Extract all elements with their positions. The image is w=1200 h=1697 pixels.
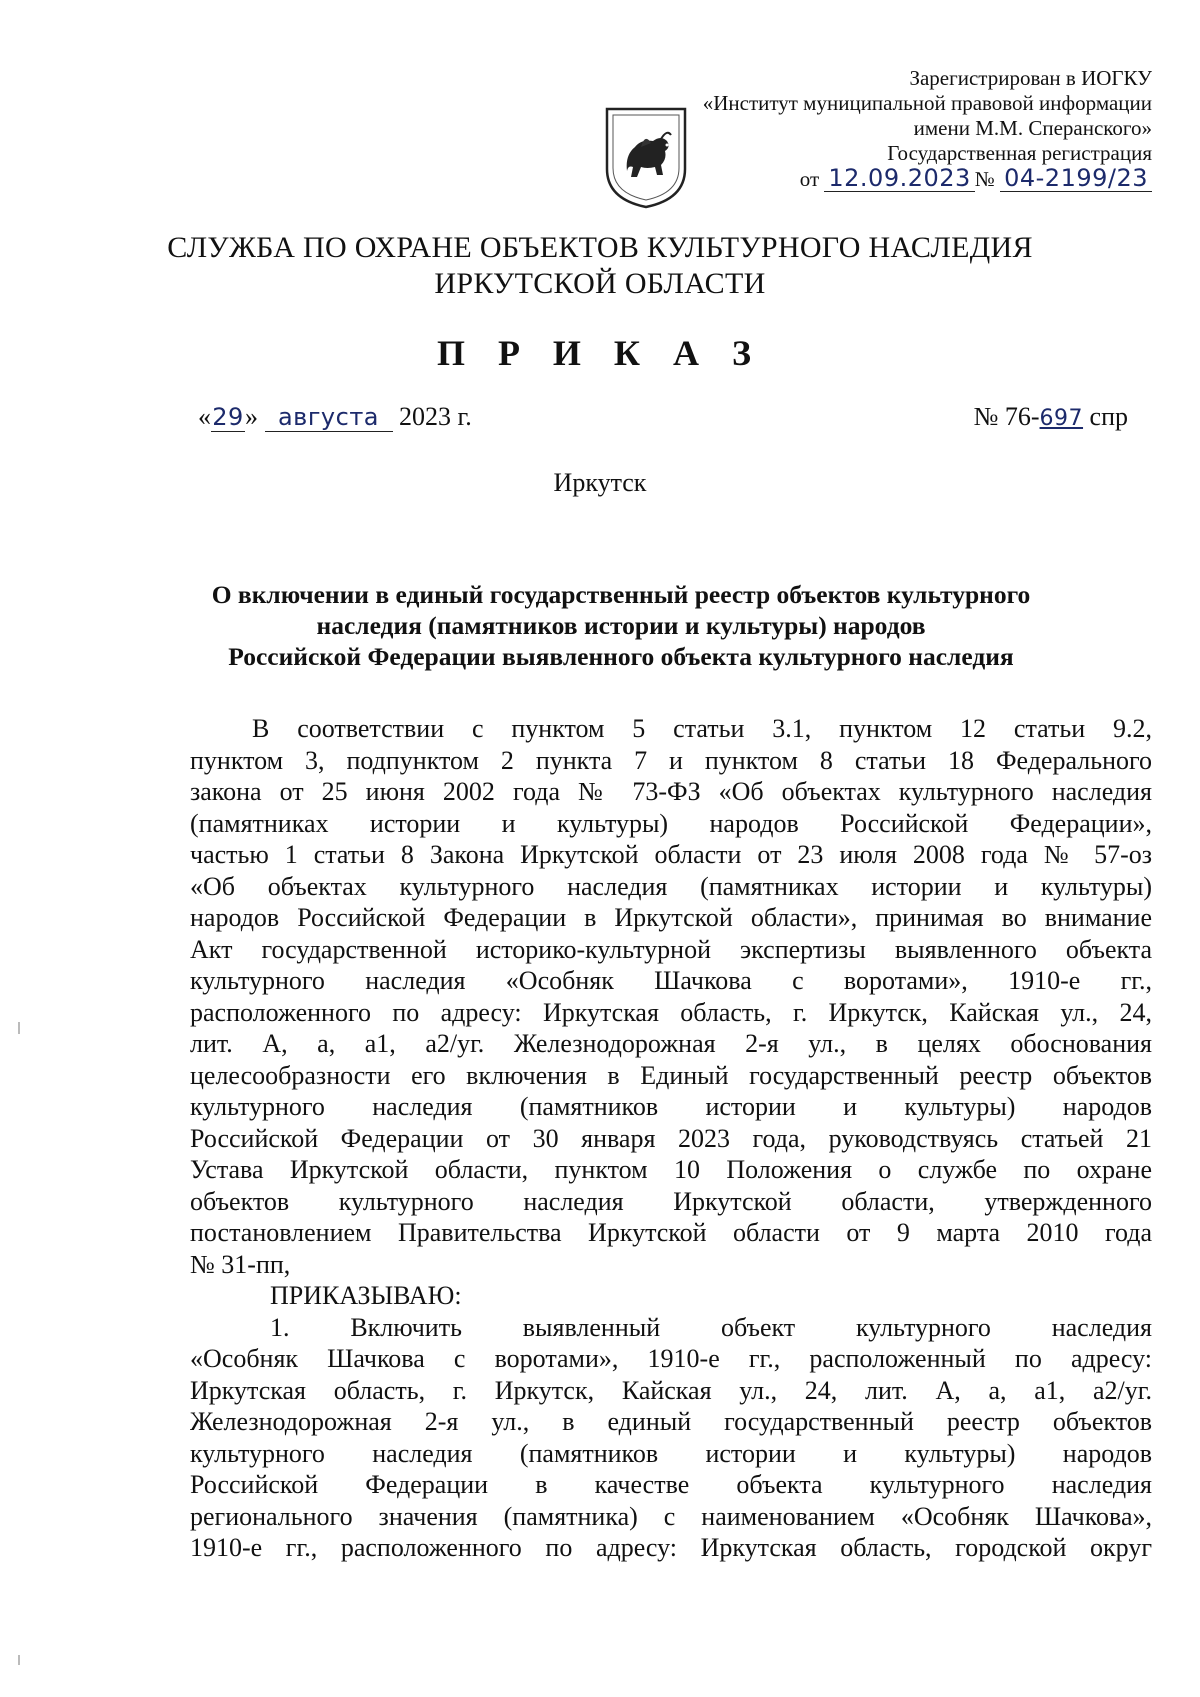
body-line: пунктом 3, подпунктом 2 пункта 7 и пунктом 8 статьи 18 Федерального xyxy=(190,745,1152,775)
registration-line-4: Государственная регистрация xyxy=(887,141,1152,165)
order-number-handwritten: 697 xyxy=(1039,406,1084,431)
body-line: № 31-пп, xyxy=(190,1249,291,1279)
date-open-quote: « xyxy=(198,402,211,431)
body-line: расположенного по адресу: Иркутская область, г. Иркутск, Кайская ул., 24, xyxy=(190,997,1152,1027)
registration-date-number xyxy=(632,166,1152,192)
registration-number-label: № xyxy=(974,167,995,191)
body-line: Устава Иркутской области, пунктом 10 Положения о службе по охране xyxy=(190,1155,1152,1184)
agency-name-line-2: ИРКУТСКОЙ ОБЛАСТИ xyxy=(434,267,766,300)
subject-line-1: О включении в единый государственный реестр объектов культурного xyxy=(211,580,1031,609)
body-line: целесообразности его включения в Единый государственный реестр объектов xyxy=(190,1060,1152,1090)
agency-name xyxy=(0,230,1200,302)
order-date xyxy=(198,402,472,432)
body-line: (памятниках истории и культуры) народов Российской Федерации», xyxy=(190,808,1152,838)
registration-date: 12.09.2023 xyxy=(824,166,974,192)
order-year: 2023 г. xyxy=(399,402,472,431)
date-close-quote: » xyxy=(245,402,258,431)
order-month: августа xyxy=(265,403,393,432)
order-number xyxy=(974,402,1128,432)
body-line: закона от 25 июня 2002 года № 73-ФЗ «Об объектах культурного наследия xyxy=(190,777,1152,806)
registration-line-3: имени М.М. Сперанского» xyxy=(913,116,1152,140)
order-number-prefix: № 76- xyxy=(973,402,1040,431)
order-body xyxy=(190,713,1152,1564)
registration-line-1: Зарегистрирован в ИОГКУ xyxy=(909,66,1152,90)
subject-line-3: Российской Федерации выявленного объекта культурного наследия xyxy=(228,642,1014,671)
body-line: народов Российской Федерации в Иркутской области», принимая во внимание xyxy=(190,903,1152,932)
body-line: Акт государственной историко-культурной экспертизы выявленного объекта xyxy=(190,934,1152,964)
body-line: культурного наследия «Особняк Шачкова с воротами», 1910-е гг., xyxy=(190,966,1152,995)
registration-stamp xyxy=(632,66,1152,192)
body-line: лит. А, а, а1, а2/уг. Железнодорожная 2-я ул., в целях обоснования xyxy=(190,1029,1152,1058)
scan-margin-mark xyxy=(18,1022,20,1034)
body-line: 1910-е гг., расположенного по адресу: Иркутская область, городской округ xyxy=(190,1533,1152,1562)
body-line: регионального значения (памятника) с наименованием «Особняк Шачкова», xyxy=(190,1501,1152,1531)
body-line: Российской Федерации от 30 января 2023 года, руководствуясь статьей 21 xyxy=(190,1123,1152,1153)
agency-name-line-1: СЛУЖБА ПО ОХРАНЕ ОБЪЕКТОВ КУЛЬТУРНОГО НАСЛЕДИЯ xyxy=(167,231,1033,264)
body-line: Железнодорожная 2-я ул., в единый государственный реестр объектов xyxy=(190,1407,1152,1436)
order-day: 29 xyxy=(212,403,244,431)
body-line: Иркутская область, г. Иркутск, Кайская ул., 24, лит. А, а, а1, а2/уг. xyxy=(190,1375,1152,1405)
registration-from-label: от xyxy=(799,167,820,191)
body-line: «Особняк Шачкова с воротами», 1910-е гг., расположенный по адресу: xyxy=(190,1344,1152,1373)
body-line: культурного наследия (памятников истории и культуры) народов xyxy=(190,1092,1152,1121)
scan-margin-mark xyxy=(18,1655,20,1665)
body-line: постановлением Правительства Иркутской области от 9 марта 2010 года xyxy=(190,1218,1152,1247)
city: Иркутск xyxy=(553,468,647,497)
body-line: объектов культурного наследия Иркутской области, утвержденного xyxy=(190,1186,1152,1216)
order-number-suffix: спр xyxy=(1083,402,1128,431)
body-line: 1. Включить выявленный объект культурного наследия xyxy=(270,1312,1152,1342)
body-line: В соответствии с пунктом 5 статьи 3.1, пунктом 12 статьи 9.2, xyxy=(252,714,1152,743)
body-line: частью 1 статьи 8 Закона Иркутской области от 23 июля 2008 года № 57-оз xyxy=(190,840,1152,869)
order-subject xyxy=(190,579,1052,672)
preamble-paragraph xyxy=(190,713,1152,1280)
subject-line-2: наследия (памятников истории и культуры) народов xyxy=(316,611,926,640)
order-word: ПРИКАЗЫВАЮ: xyxy=(270,1281,462,1310)
body-line: культурного наследия (памятников истории и культуры) народов xyxy=(190,1438,1152,1468)
body-line: «Об объектах культурного наследия (памятниках истории и культуры) xyxy=(190,871,1152,901)
registration-number: 04-2199/23 xyxy=(1000,166,1152,192)
registration-line-2: «Институт муниципальной правовой информации xyxy=(702,91,1152,115)
clause-1-paragraph xyxy=(190,1312,1152,1564)
document-title: П Р И К А З xyxy=(436,333,764,373)
body-line: Российской Федерации в качестве объекта культурного наследия xyxy=(190,1470,1152,1499)
